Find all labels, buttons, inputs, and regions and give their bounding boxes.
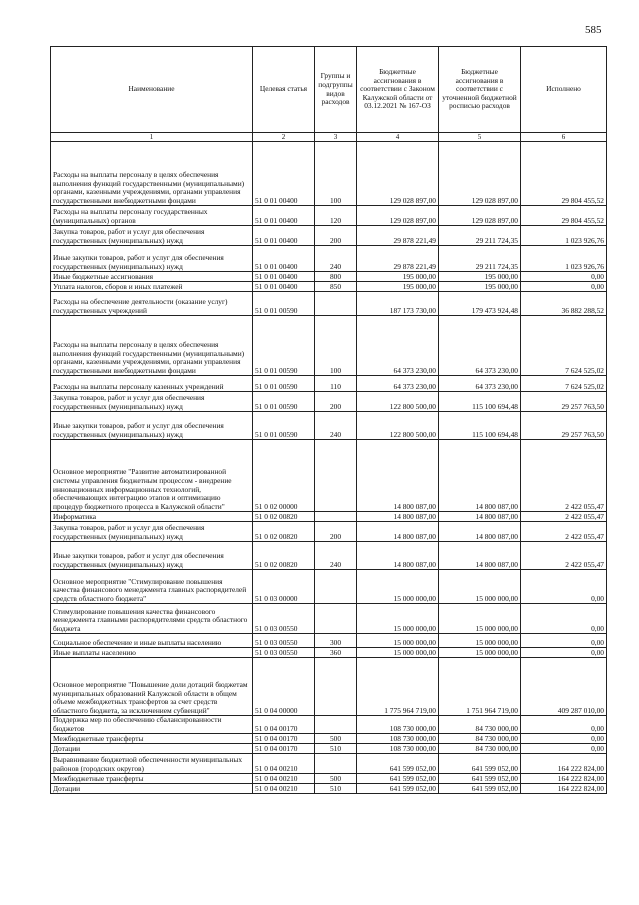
row-expense-group [315,716,357,734]
row-name: Уплата налогов, сборов и иных платежей [51,282,253,292]
table-row [51,272,607,282]
row-refined-amount: 15 000 000,00 [439,648,521,658]
row-target-code: 51 0 01 00400 [253,282,315,292]
row-law-amount: 129 028 897,00 [357,142,439,206]
row-refined-amount: 129 028 897,00 [439,142,521,206]
row-law-amount: 14 800 087,00 [357,512,439,522]
row-executed-amount: 29 804 455,52 [521,206,607,226]
row-law-amount: 187 173 730,00 [357,292,439,316]
row-name: Иные выплаты населению [51,648,253,658]
row-executed-amount: 2 422 055,47 [521,512,607,522]
row-refined-amount: 641 599 052,00 [439,774,521,784]
header-code: Целевая статья [253,47,315,133]
row-executed-amount: 2 422 055,47 [521,440,607,512]
row-executed-amount: 0,00 [521,272,607,282]
row-name: Закупка товаров, работ и услуг для обеспечения государственных (муниципальных) нужд [51,226,253,246]
row-expense-group: 500 [315,774,357,784]
row-target-code: 51 0 04 00170 [253,716,315,734]
table-row [51,734,607,744]
row-expense-group: 240 [315,542,357,570]
row-name: Расходы на выплаты персоналу государственных (муниципальных) органов [51,206,253,226]
row-refined-amount: 84 730 000,00 [439,744,521,754]
row-executed-amount: 0,00 [521,648,607,658]
row-refined-amount: 115 100 694,48 [439,412,521,440]
row-name: Расходы на выплаты персоналу в целях обеспечения выполнения функций государственными (муниципальными) органами, казенными учреждениями, органами управления государственными внебюджетными фондами [51,316,253,376]
row-executed-amount: 164 222 824,00 [521,774,607,784]
row-law-amount: 641 599 052,00 [357,754,439,774]
row-refined-amount: 641 599 052,00 [439,754,521,774]
table-row [51,634,607,648]
row-expense-group: 300 [315,634,357,648]
row-refined-amount: 641 599 052,00 [439,784,521,794]
row-law-amount: 641 599 052,00 [357,784,439,794]
table-row [51,142,607,206]
table-row [51,658,607,716]
row-refined-amount: 64 373 230,00 [439,376,521,392]
row-target-code: 51 0 03 00550 [253,634,315,648]
table-row [51,206,607,226]
row-expense-group [315,292,357,316]
row-law-amount: 122 800 500,00 [357,392,439,412]
row-refined-amount: 14 800 087,00 [439,522,521,542]
row-law-amount: 64 373 230,00 [357,316,439,376]
row-expense-group [315,512,357,522]
row-expense-group: 240 [315,412,357,440]
row-target-code: 51 0 02 00000 [253,440,315,512]
row-expense-group: 510 [315,744,357,754]
table-row [51,784,607,794]
column-number: 6 [521,133,607,142]
header-name: Наименование [51,47,253,133]
row-executed-amount: 2 422 055,47 [521,522,607,542]
row-target-code: 51 0 04 00170 [253,744,315,754]
header-refined: Бюджетные ассигнования в соответствии с уточненной бюджетной росписью расходов [439,47,521,133]
row-law-amount: 108 730 000,00 [357,716,439,734]
row-expense-group: 510 [315,784,357,794]
row-expense-group: 360 [315,648,357,658]
table-row [51,246,607,272]
table-row [51,376,607,392]
row-name: Стимулирование повышения качества финансового менеджмента главными распорядителями средств областного бюджета [51,604,253,634]
row-expense-group: 200 [315,392,357,412]
row-expense-group: 100 [315,316,357,376]
row-name: Основное мероприятие "Повышение доли дотаций бюджетам муниципальных образований Калужской области в общем объеме межбюджетных трансфертов за счет средств областного бюджета, за исключением субвенций" [51,658,253,716]
row-name: Основное мероприятие "Стимулирование повышения качества финансового менеджмента главных распорядителей средств областного бюджета" [51,570,253,604]
column-number: 1 [51,133,253,142]
table-row [51,316,607,376]
row-refined-amount: 15 000 000,00 [439,570,521,604]
row-expense-group: 120 [315,206,357,226]
row-executed-amount: 164 222 824,00 [521,754,607,774]
row-target-code: 51 0 03 00550 [253,648,315,658]
table-row [51,292,607,316]
row-executed-amount: 1 023 926,76 [521,226,607,246]
row-executed-amount: 0,00 [521,282,607,292]
row-name: Информатика [51,512,253,522]
row-expense-group [315,658,357,716]
table-row [51,716,607,734]
row-name: Закупка товаров, работ и услуг для обеспечения государственных (муниципальных) нужд [51,392,253,412]
row-expense-group: 110 [315,376,357,392]
header-group: Группы и подгруппы видов расходов [315,47,357,133]
row-name: Иные закупки товаров, работ и услуг для обеспечения государственных (муниципальных) нужд [51,246,253,272]
row-executed-amount: 36 882 288,52 [521,292,607,316]
row-target-code: 51 0 01 00400 [253,246,315,272]
row-refined-amount: 179 473 924,48 [439,292,521,316]
row-target-code: 51 0 01 00590 [253,316,315,376]
row-expense-group: 200 [315,522,357,542]
column-number: 2 [253,133,315,142]
table-row [51,648,607,658]
row-refined-amount: 84 730 000,00 [439,716,521,734]
row-expense-group [315,570,357,604]
row-target-code: 51 0 01 00590 [253,376,315,392]
row-refined-amount: 195 000,00 [439,272,521,282]
header-law: Бюджетные ассигнования в соответствии с Законом Калужской области от 03.12.2021 № 167-ОЗ [357,47,439,133]
row-law-amount: 15 000 000,00 [357,604,439,634]
row-law-amount: 1 775 964 719,00 [357,658,439,716]
row-name: Расходы на выплаты персоналу в целях обеспечения выполнения функций государственными (муниципальными) органами, казенными учреждениями, органами управления государственными внебюджетными фондами [51,142,253,206]
row-executed-amount: 0,00 [521,570,607,604]
row-law-amount: 29 878 221,49 [357,226,439,246]
row-name: Расходы на обеспечение деятельности (оказание услуг) государственных учреждений [51,292,253,316]
row-law-amount: 129 028 897,00 [357,206,439,226]
row-refined-amount: 64 373 230,00 [439,316,521,376]
row-law-amount: 15 000 000,00 [357,570,439,604]
row-law-amount: 122 800 500,00 [357,412,439,440]
header-done: Исполнено [521,47,607,133]
row-refined-amount: 14 800 087,00 [439,440,521,512]
row-executed-amount: 164 222 824,00 [521,784,607,794]
row-law-amount: 29 878 221,49 [357,246,439,272]
table-row [51,412,607,440]
row-expense-group: 240 [315,246,357,272]
row-expense-group: 500 [315,734,357,744]
row-executed-amount: 1 023 926,76 [521,246,607,272]
row-expense-group: 800 [315,272,357,282]
row-executed-amount: 29 804 455,52 [521,142,607,206]
row-executed-amount: 0,00 [521,716,607,734]
table-row [51,604,607,634]
table-row [51,392,607,412]
row-expense-group: 850 [315,282,357,292]
table-row [51,512,607,522]
row-refined-amount: 129 028 897,00 [439,206,521,226]
row-executed-amount: 29 257 763,50 [521,412,607,440]
row-name: Поддержка мер по обеспечению сбалансированности бюджетов [51,716,253,734]
row-name: Межбюджетные трансферты [51,774,253,784]
row-law-amount: 195 000,00 [357,272,439,282]
row-executed-amount: 0,00 [521,604,607,634]
table-row [51,754,607,774]
row-target-code: 51 0 01 00590 [253,412,315,440]
table-row [51,744,607,754]
table-body [51,142,607,794]
row-law-amount: 64 373 230,00 [357,376,439,392]
row-expense-group [315,604,357,634]
row-executed-amount: 7 624 525,02 [521,316,607,376]
row-name: Дотации [51,744,253,754]
row-executed-amount: 0,00 [521,744,607,754]
row-refined-amount: 84 730 000,00 [439,734,521,744]
column-number: 5 [439,133,521,142]
row-target-code: 51 0 01 00590 [253,292,315,316]
row-executed-amount: 7 624 525,02 [521,376,607,392]
row-name: Основное мероприятие "Развитие автоматизированной системы управления бюджетным процессом - внедрение инновационных информационных технологий, обеспечивающих интеграцию этапов и оптимизацию процедур бюджетного процесса в Калужской области" [51,440,253,512]
row-target-code: 51 0 04 00210 [253,774,315,784]
row-name: Закупка товаров, работ и услуг для обеспечения государственных (муниципальных) нужд [51,522,253,542]
row-target-code: 51 0 04 00210 [253,784,315,794]
row-refined-amount: 14 800 087,00 [439,512,521,522]
row-target-code: 51 0 03 00550 [253,604,315,634]
table-row [51,440,607,512]
row-name: Социальное обеспечение и иные выплаты населению [51,634,253,648]
row-target-code: 51 0 01 00590 [253,392,315,412]
row-refined-amount: 1 751 964 719,00 [439,658,521,716]
row-executed-amount: 0,00 [521,634,607,648]
row-target-code: 51 0 04 00170 [253,734,315,744]
row-refined-amount: 29 211 724,35 [439,246,521,272]
row-name: Дотации [51,784,253,794]
row-expense-group: 200 [315,226,357,246]
row-target-code: 51 0 01 00400 [253,226,315,246]
row-expense-group [315,440,357,512]
row-law-amount: 108 730 000,00 [357,744,439,754]
row-refined-amount: 29 211 724,35 [439,226,521,246]
table-header-row [51,47,607,133]
row-name: Иные закупки товаров, работ и услуг для обеспечения государственных (муниципальных) нужд [51,412,253,440]
row-target-code: 51 0 02 00820 [253,512,315,522]
row-executed-amount: 409 287 010,00 [521,658,607,716]
table-row [51,226,607,246]
row-expense-group [315,754,357,774]
row-target-code: 51 0 03 00000 [253,570,315,604]
row-law-amount: 641 599 052,00 [357,774,439,784]
table-row [51,570,607,604]
page-number: 585 [585,24,602,36]
table-row [51,282,607,292]
row-name: Расходы на выплаты персоналу казенных учреждений [51,376,253,392]
row-refined-amount: 115 100 694,48 [439,392,521,412]
column-number: 4 [357,133,439,142]
row-law-amount: 14 800 087,00 [357,542,439,570]
row-target-code: 51 0 02 00820 [253,522,315,542]
row-refined-amount: 15 000 000,00 [439,604,521,634]
row-name: Иные бюджетные ассигнования [51,272,253,282]
row-target-code: 51 0 01 00400 [253,272,315,282]
row-name: Иные закупки товаров, работ и услуг для обеспечения государственных (муниципальных) нужд [51,542,253,570]
row-name: Межбюджетные трансферты [51,734,253,744]
row-expense-group: 100 [315,142,357,206]
table-row [51,774,607,784]
row-executed-amount: 0,00 [521,734,607,744]
row-law-amount: 14 800 087,00 [357,440,439,512]
row-executed-amount: 2 422 055,47 [521,542,607,570]
row-name: Выравнивание бюджетной обеспеченности муниципальных районов (городских округов) [51,754,253,774]
row-refined-amount: 195 000,00 [439,282,521,292]
row-law-amount: 15 000 000,00 [357,634,439,648]
row-law-amount: 195 000,00 [357,282,439,292]
row-target-code: 51 0 01 00400 [253,206,315,226]
row-target-code: 51 0 04 00000 [253,658,315,716]
row-target-code: 51 0 01 00400 [253,142,315,206]
budget-table [50,46,607,794]
column-number-row [51,133,607,142]
row-refined-amount: 14 800 087,00 [439,542,521,570]
row-refined-amount: 15 000 000,00 [439,634,521,648]
row-executed-amount: 29 257 763,50 [521,392,607,412]
row-law-amount: 108 730 000,00 [357,734,439,744]
table-row [51,522,607,542]
row-law-amount: 15 000 000,00 [357,648,439,658]
table-row [51,542,607,570]
row-target-code: 51 0 02 00820 [253,542,315,570]
column-number: 3 [315,133,357,142]
row-target-code: 51 0 04 00210 [253,754,315,774]
row-law-amount: 14 800 087,00 [357,522,439,542]
